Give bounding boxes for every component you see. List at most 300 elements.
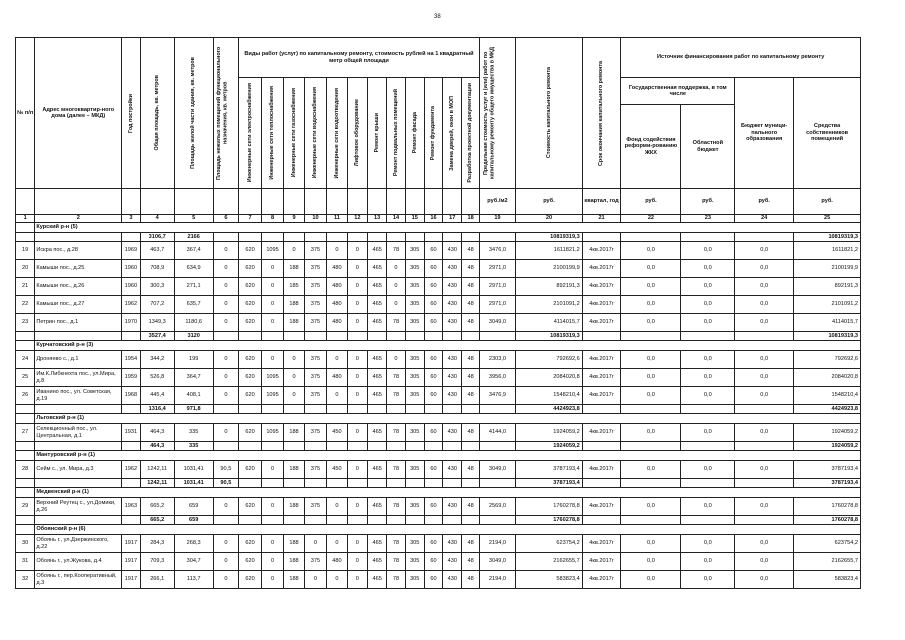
table-cell: 48 xyxy=(462,387,479,405)
address-cell: Обоянь г., ул.Дзержинского, д.22 xyxy=(35,535,122,553)
table-cell: 620 xyxy=(239,260,262,278)
table-cell: 480 xyxy=(327,553,347,571)
table-cell: 188 xyxy=(284,535,304,553)
subtotal-owners: 1760278,8 xyxy=(794,516,861,525)
table-cell: 0,0 xyxy=(681,242,735,260)
table-cell: 0 xyxy=(347,553,367,571)
table-cell: 0 xyxy=(327,498,347,516)
table-cell: 0,0 xyxy=(681,424,735,442)
table-cell: 2084020,8 xyxy=(794,369,861,387)
table-cell: 635,7 xyxy=(174,296,213,314)
table-cell: 0 xyxy=(347,498,367,516)
table-cell: 48 xyxy=(462,242,479,260)
table-cell: 1960 xyxy=(122,278,140,296)
subtotal-row xyxy=(16,442,861,451)
table-row xyxy=(16,571,861,589)
page-number: 38 xyxy=(434,14,441,20)
table-row xyxy=(16,351,861,369)
table-cell: 0 xyxy=(327,571,347,589)
table-cell: 465 xyxy=(368,242,387,260)
table-cell: 465 xyxy=(368,351,387,369)
table-cell: 266,1 xyxy=(140,571,174,589)
column-index: 1 xyxy=(16,215,35,223)
table-cell: 26 xyxy=(16,387,35,405)
table-cell: 375 xyxy=(304,296,327,314)
table-row xyxy=(16,278,861,296)
table-cell: 1969 xyxy=(122,242,140,260)
column-index: 15 xyxy=(405,215,424,223)
subtotal-area: 1316,4 xyxy=(140,405,174,414)
column-index: 16 xyxy=(424,215,442,223)
subtotal-owners: 10819319,3 xyxy=(794,332,861,341)
table-cell: 113,7 xyxy=(174,571,213,589)
table-cell: 430 xyxy=(443,424,462,442)
table-cell: 344,2 xyxy=(140,351,174,369)
table-cell: 0 xyxy=(213,387,239,405)
table-cell: 4кв.2017г xyxy=(582,260,621,278)
table-cell: 367,4 xyxy=(174,242,213,260)
table-cell: 0,0 xyxy=(735,535,794,553)
hdr-work-type: Ремонт подвальных помещений xyxy=(392,89,399,177)
table-cell: 0,0 xyxy=(681,498,735,516)
table-cell: 3049,0 xyxy=(479,553,516,571)
table-cell: 0,0 xyxy=(735,351,794,369)
table-cell: 78 xyxy=(387,314,405,332)
region-row xyxy=(16,488,861,498)
hdr-work-type: Инженерные сети теплоснабжения xyxy=(269,86,276,180)
table-cell: 0,0 xyxy=(681,553,735,571)
address-cell: Верхний Реутец с., ул.Домики, д.26 xyxy=(35,498,122,516)
subtotal-living: 659 xyxy=(174,516,213,525)
table-cell: 0 xyxy=(347,260,367,278)
table-cell: 375 xyxy=(304,260,327,278)
table-cell: 375 xyxy=(304,242,327,260)
table-cell: 0,0 xyxy=(735,387,794,405)
table-cell: 0 xyxy=(347,351,367,369)
table-row xyxy=(16,369,861,387)
table-cell: 620 xyxy=(239,553,262,571)
hdr-work-type: Инженерные сети электроснабжения xyxy=(246,83,253,183)
hdr-cost: Стоимость капитального ремонта xyxy=(545,67,552,159)
table-cell: 1095 xyxy=(261,242,284,260)
table-cell: 90,5 xyxy=(213,461,239,479)
table-cell: 305 xyxy=(405,535,424,553)
table-cell: 620 xyxy=(239,387,262,405)
table-cell: 408,1 xyxy=(174,387,213,405)
table-cell: 0,0 xyxy=(681,571,735,589)
table-cell: 0 xyxy=(304,571,327,589)
table-cell: 48 xyxy=(462,535,479,553)
column-index: 2 xyxy=(35,215,122,223)
table-cell: 4кв.2017г xyxy=(582,242,621,260)
address-cell: Им.К.Либкнехта пос., ул.Мира, д.8 xyxy=(35,369,122,387)
table-cell: 4кв.2017г xyxy=(582,553,621,571)
table-cell: 465 xyxy=(368,296,387,314)
table-cell: 0 xyxy=(261,260,284,278)
table-cell: 4114015,7 xyxy=(794,314,861,332)
table-row xyxy=(16,260,861,278)
table-cell: 1180,6 xyxy=(174,314,213,332)
table-cell: 2194,0 xyxy=(479,571,516,589)
table-cell: 0 xyxy=(261,351,284,369)
table-cell: 0 xyxy=(261,296,284,314)
table-cell: 305 xyxy=(405,387,424,405)
column-index: 7 xyxy=(239,215,262,223)
table-cell: 464,3 xyxy=(140,424,174,442)
table-cell: 0 xyxy=(347,535,367,553)
table-cell: 60 xyxy=(424,553,442,571)
column-index: 20 xyxy=(516,215,583,223)
table-cell: 188 xyxy=(284,498,304,516)
table-cell: 4114015,7 xyxy=(516,314,583,332)
column-index: 4 xyxy=(140,215,174,223)
table-cell: 0 xyxy=(261,571,284,589)
address-cell: Обоянь г., ул.Жукова, д.4 xyxy=(35,553,122,571)
table-cell: 0 xyxy=(213,242,239,260)
table-cell: 4кв.2017г xyxy=(582,387,621,405)
table-cell: 1095 xyxy=(261,387,284,405)
table-cell: 2569,0 xyxy=(479,498,516,516)
table-cell: 60 xyxy=(424,314,442,332)
table-cell: 1095 xyxy=(261,424,284,442)
table-cell: 480 xyxy=(327,260,347,278)
table-cell: 892191,3 xyxy=(794,278,861,296)
unit-rub: руб. xyxy=(621,189,681,215)
table-cell: 0,0 xyxy=(681,278,735,296)
table-cell: 60 xyxy=(424,278,442,296)
subtotal-cost: 4424923,8 xyxy=(516,405,583,414)
table-cell: 792692,6 xyxy=(794,351,861,369)
address-cell: Сейм с., ул. Мира, д.3 xyxy=(35,461,122,479)
table-cell: 620 xyxy=(239,461,262,479)
table-cell: 305 xyxy=(405,369,424,387)
table-cell: 1931 xyxy=(122,424,140,442)
subtotal-area: 3106,7 xyxy=(140,233,174,242)
hdr-nonres-area: Площадь нежилых помещений функционального назначения, кв. метров xyxy=(215,46,229,180)
unit-rub: руб. xyxy=(516,189,583,215)
table-cell: 1917 xyxy=(122,535,140,553)
table-cell: 792692,6 xyxy=(516,351,583,369)
table-cell: 450 xyxy=(327,461,347,479)
table-cell: 0,0 xyxy=(735,498,794,516)
table-cell: 465 xyxy=(368,387,387,405)
table-cell: 0 xyxy=(213,424,239,442)
table-cell: 708,9 xyxy=(140,260,174,278)
address-cell: Селекционный пос., ул. Центральная, д.1 xyxy=(35,424,122,442)
table-cell: 0 xyxy=(213,369,239,387)
table-cell: 188 xyxy=(284,424,304,442)
table-cell: 0,0 xyxy=(621,296,681,314)
table-row xyxy=(16,424,861,442)
table-cell: 375 xyxy=(304,553,327,571)
table-cell: 1095 xyxy=(261,369,284,387)
table-cell: 4кв.2017г xyxy=(582,278,621,296)
table-cell: 48 xyxy=(462,296,479,314)
column-index: 18 xyxy=(462,215,479,223)
table-cell: 465 xyxy=(368,369,387,387)
table-cell: 430 xyxy=(443,535,462,553)
table-cell: 465 xyxy=(368,571,387,589)
table-cell: 60 xyxy=(424,498,442,516)
table-cell: 3476,9 xyxy=(479,387,516,405)
region-row xyxy=(16,341,861,351)
table-cell: 1963 xyxy=(122,498,140,516)
table-cell: 60 xyxy=(424,296,442,314)
table-cell: 375 xyxy=(304,278,327,296)
table-cell: 0 xyxy=(347,296,367,314)
table-cell: 0 xyxy=(261,278,284,296)
unit-rub: руб. xyxy=(735,189,794,215)
table-row xyxy=(16,461,861,479)
table-cell: 0,0 xyxy=(621,314,681,332)
column-index: 14 xyxy=(387,215,405,223)
hdr-work-type: Замена дверей, окон в МОП xyxy=(449,95,456,171)
table-cell: 48 xyxy=(462,260,479,278)
table-cell: 0,0 xyxy=(621,369,681,387)
table-cell: 620 xyxy=(239,278,262,296)
table-cell: 3049,0 xyxy=(479,461,516,479)
region-name: Курский р-н (5) xyxy=(35,223,861,233)
table-cell: 60 xyxy=(424,571,442,589)
region-row xyxy=(16,525,861,535)
table-cell: 25 xyxy=(16,369,35,387)
table-cell: 0 xyxy=(261,553,284,571)
table-cell: 634,9 xyxy=(174,260,213,278)
table-cell: 0,0 xyxy=(681,387,735,405)
table-cell: 1970 xyxy=(122,314,140,332)
table-row xyxy=(16,553,861,571)
table-cell: 0,0 xyxy=(681,296,735,314)
table-cell: 0 xyxy=(327,351,347,369)
table-cell: 271,1 xyxy=(174,278,213,296)
subtotal-living: 971,8 xyxy=(174,405,213,414)
table-cell: 305 xyxy=(405,498,424,516)
column-index: 3 xyxy=(122,215,140,223)
hdr-state-support: Государственная поддержка, в том числе xyxy=(621,78,735,105)
table-cell: 28 xyxy=(16,461,35,479)
table-cell: 4кв.2017г xyxy=(582,369,621,387)
address-cell: Камыши пос., д.25 xyxy=(35,260,122,278)
unit-rub: руб. xyxy=(681,189,735,215)
table-cell: 665,2 xyxy=(140,498,174,516)
table-cell: 0 xyxy=(347,571,367,589)
table-cell: 305 xyxy=(405,424,424,442)
table-cell: 0 xyxy=(387,260,405,278)
table-cell: 284,3 xyxy=(140,535,174,553)
column-index: 17 xyxy=(443,215,462,223)
table-cell: 78 xyxy=(387,571,405,589)
table-cell: 2971,0 xyxy=(479,296,516,314)
column-index: 21 xyxy=(582,215,621,223)
table-cell: 0 xyxy=(213,535,239,553)
table-cell: 707,2 xyxy=(140,296,174,314)
table-cell: 620 xyxy=(239,351,262,369)
table-cell: 305 xyxy=(405,351,424,369)
table-cell: 0,0 xyxy=(735,424,794,442)
table-cell: 48 xyxy=(462,278,479,296)
table-cell: 583823,4 xyxy=(794,571,861,589)
table-cell: 364,7 xyxy=(174,369,213,387)
hdr-work-type: Инженерные сети водоснабжения xyxy=(312,87,319,179)
subtotal-nonres: 90,5 xyxy=(213,479,239,488)
column-index: 12 xyxy=(347,215,367,223)
table-cell: 0,0 xyxy=(621,535,681,553)
table-cell: 305 xyxy=(405,314,424,332)
table-cell: 445,4 xyxy=(140,387,174,405)
table-cell: 4кв.2017г xyxy=(582,461,621,479)
table-cell: 0,0 xyxy=(621,571,681,589)
table-cell: 4кв.2017г xyxy=(582,571,621,589)
table-cell: 23 xyxy=(16,314,35,332)
table-cell: 0 xyxy=(347,387,367,405)
table-cell: 0 xyxy=(284,369,304,387)
table-cell: 465 xyxy=(368,498,387,516)
hdr-owners: Средства собственников помещений xyxy=(794,78,861,189)
unit-rub-m2: руб./м2 xyxy=(479,189,516,215)
table-cell: 0 xyxy=(304,535,327,553)
table-cell: 1917 xyxy=(122,571,140,589)
unit-quarter: квартал, год xyxy=(582,189,621,215)
table-cell: 0 xyxy=(347,461,367,479)
column-index: 24 xyxy=(735,215,794,223)
table-cell: 305 xyxy=(405,461,424,479)
subtotal-row xyxy=(16,516,861,525)
table-cell: 1924059,2 xyxy=(794,424,861,442)
capital-repair-table xyxy=(15,37,861,589)
table-cell: 0 xyxy=(213,351,239,369)
table-cell: 709,3 xyxy=(140,553,174,571)
table-cell: 268,3 xyxy=(174,535,213,553)
table-cell: 375 xyxy=(304,369,327,387)
table-row xyxy=(16,296,861,314)
address-cell: Камыши пос., д.27 xyxy=(35,296,122,314)
table-cell: 0,0 xyxy=(735,553,794,571)
address-cell: Дроняево с., д.1 xyxy=(35,351,122,369)
column-index: 6 xyxy=(213,215,239,223)
subtotal-area: 464,3 xyxy=(140,442,174,451)
table-cell: 0 xyxy=(261,461,284,479)
table-cell: 335 xyxy=(174,424,213,442)
table-cell: 480 xyxy=(327,369,347,387)
region-name: Курчатовский р-н (3) xyxy=(35,341,861,351)
table-cell: 78 xyxy=(387,387,405,405)
table-cell: 300,3 xyxy=(140,278,174,296)
hdr-living-area: Площадь жилой части здания, кв. метров xyxy=(190,57,197,169)
table-cell: 659 xyxy=(174,498,213,516)
table-cell: 623754,2 xyxy=(794,535,861,553)
table-cell: 78 xyxy=(387,242,405,260)
table-cell: 430 xyxy=(443,242,462,260)
table-cell: 0 xyxy=(347,242,367,260)
table-cell: 0,0 xyxy=(681,535,735,553)
address-cell: Камыши пос., д.26 xyxy=(35,278,122,296)
table-cell: 27 xyxy=(16,424,35,442)
subtotal-area: 3527,4 xyxy=(140,332,174,341)
table-cell: 465 xyxy=(368,314,387,332)
table-cell: 0,0 xyxy=(621,461,681,479)
subtotal-cost: 10819319,3 xyxy=(516,332,583,341)
table-cell: 188 xyxy=(284,314,304,332)
table-cell: 620 xyxy=(239,498,262,516)
table-cell: 3787193,4 xyxy=(516,461,583,479)
table-cell: 30 xyxy=(16,535,35,553)
table-cell: 48 xyxy=(462,553,479,571)
column-index: 5 xyxy=(174,215,213,223)
table-cell: 20 xyxy=(16,260,35,278)
column-index: 25 xyxy=(794,215,861,223)
table-cell: 892191,3 xyxy=(516,278,583,296)
table-cell: 0,0 xyxy=(735,296,794,314)
table-cell: 305 xyxy=(405,571,424,589)
table-cell: 3956,0 xyxy=(479,369,516,387)
table-cell: 305 xyxy=(405,296,424,314)
table-cell: 0 xyxy=(284,387,304,405)
table-cell: 188 xyxy=(284,296,304,314)
subtotal-row xyxy=(16,405,861,414)
hdr-work-type: Лифтовое оборудование xyxy=(354,99,361,167)
column-index: 9 xyxy=(284,215,304,223)
table-cell: 1760278,8 xyxy=(794,498,861,516)
table-cell: 78 xyxy=(387,424,405,442)
table-cell: 1611821,2 xyxy=(794,242,861,260)
table-cell: 465 xyxy=(368,260,387,278)
table-cell: 305 xyxy=(405,278,424,296)
table-cell: 0 xyxy=(387,278,405,296)
table-cell: 375 xyxy=(304,461,327,479)
table-cell: 0,0 xyxy=(735,314,794,332)
table-cell: 620 xyxy=(239,424,262,442)
table-cell: 0,0 xyxy=(621,260,681,278)
table-cell: 78 xyxy=(387,553,405,571)
table-cell: 1924059,2 xyxy=(516,424,583,442)
hdr-address: Адрес многоквартир-ного дома (далее – МКД) xyxy=(35,38,122,189)
hdr-deadline: Срок окончания капитального ремонта xyxy=(598,60,605,166)
region-name: Мантуровский р-н (1) xyxy=(35,451,861,461)
table-cell: 48 xyxy=(462,369,479,387)
column-index: 19 xyxy=(479,215,516,223)
table-cell: 21 xyxy=(16,278,35,296)
region-row xyxy=(16,451,861,461)
table-cell: 1760278,8 xyxy=(516,498,583,516)
table-cell: 1968 xyxy=(122,387,140,405)
address-cell: Искра пос., д.28 xyxy=(35,242,122,260)
hdr-fund: Фонд содействия реформи-рованию ЖКХ xyxy=(621,105,681,189)
table-cell: 60 xyxy=(424,260,442,278)
region-name: Обоянский р-н (6) xyxy=(35,525,861,535)
table-row xyxy=(16,387,861,405)
table-cell: 620 xyxy=(239,242,262,260)
table-cell: 480 xyxy=(327,278,347,296)
table-cell: 2971,0 xyxy=(479,260,516,278)
table-cell: 480 xyxy=(327,314,347,332)
subtotal-owners: 10819319,3 xyxy=(794,233,861,242)
subtotal-row xyxy=(16,479,861,488)
subtotal-living: 335 xyxy=(174,442,213,451)
table-cell: 0,0 xyxy=(735,571,794,589)
hdr-work-type: Инженерные сети водоотведения xyxy=(333,87,340,179)
address-cell: Иванино пос., ул. Советская, д.19 xyxy=(35,387,122,405)
table-cell: 1031,41 xyxy=(174,461,213,479)
table-cell: 375 xyxy=(304,314,327,332)
table-cell: 430 xyxy=(443,296,462,314)
table-cell: 465 xyxy=(368,278,387,296)
table-cell: 620 xyxy=(239,296,262,314)
table-cell: 0 xyxy=(213,498,239,516)
table-cell: 2971,0 xyxy=(479,278,516,296)
table-cell: 48 xyxy=(462,424,479,442)
table-cell: 0 xyxy=(387,351,405,369)
subtotal-row xyxy=(16,233,861,242)
